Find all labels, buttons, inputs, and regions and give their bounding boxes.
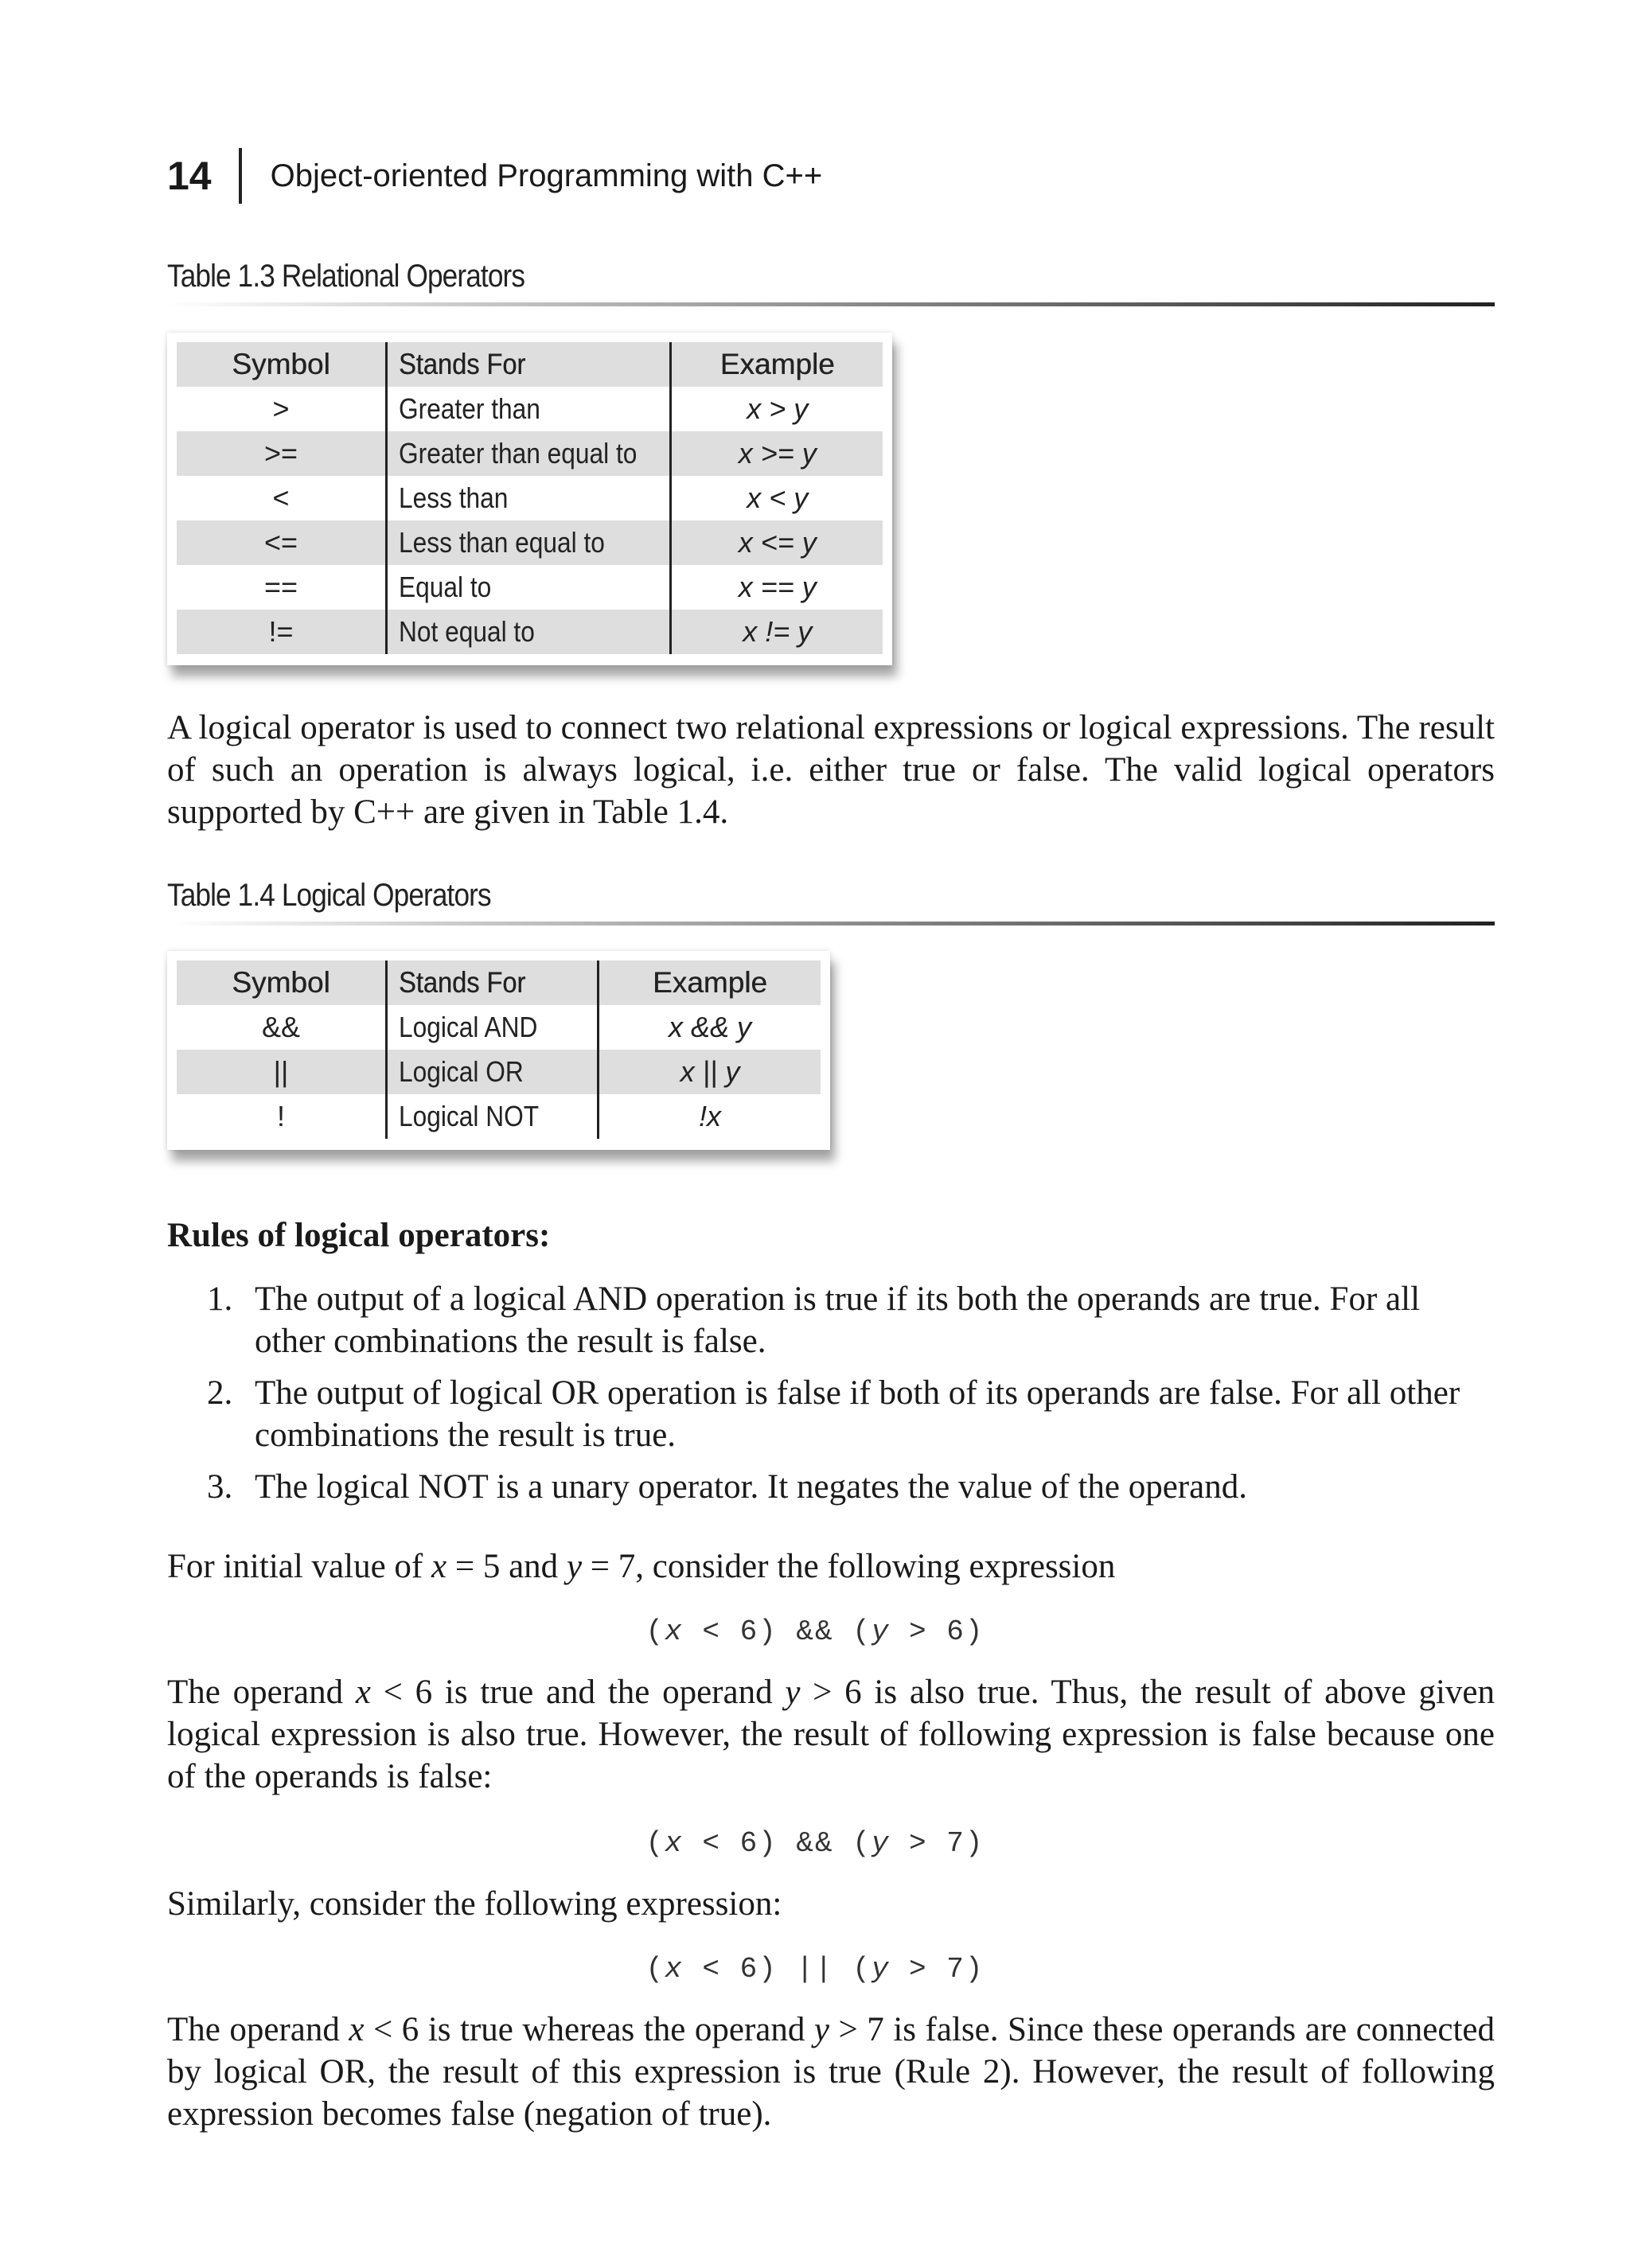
column-header-example: Example (599, 961, 821, 1005)
paragraph-and-explanation: The operand x < 6 is true and the operand y > 6 is also true. Thus, the result of above given logical expression is also true. However, the result of following expression is false because one of the operands is false: (167, 1674, 1495, 1795)
symbol-cell: || (177, 1050, 387, 1094)
table-row (177, 476, 883, 520)
stands-for-cell: Less than equal to (387, 520, 671, 565)
table-1-4-caption: Table 1.4 Logical Operators (167, 878, 491, 913)
header-divider (239, 148, 242, 204)
symbol-cell: == (263, 571, 298, 603)
table-row (177, 387, 883, 431)
table-1-4-caption-rule (167, 922, 1495, 926)
table-row (177, 610, 883, 654)
symbol-cell: && (261, 1011, 301, 1043)
paragraph-similarly: Similarly, consider the following expression: (167, 1885, 782, 1923)
stands-for-cell: Greater than equal to (387, 431, 671, 476)
table-row (177, 1094, 821, 1139)
column-header-symbol: Symbol (177, 342, 387, 387)
table-row (177, 1050, 821, 1094)
example-cell: x <= y (671, 520, 883, 565)
example-cell: x > y (671, 387, 883, 431)
example-cell: x < y (671, 476, 883, 520)
code-expression-3: (x < 6) || (y > 7) (645, 1953, 985, 1985)
example-cell: x == y (671, 565, 883, 610)
table-1-3-caption-rule (167, 302, 1495, 306)
relational-operators-table (177, 342, 883, 654)
list-item: 2. The output of logical OR operation is false if both of its operands are false. For all other combinations the result is true. (207, 1374, 1460, 1454)
symbol-cell: != (177, 610, 387, 654)
rules-list (207, 1278, 1496, 1518)
stands-for-cell: Greater than (387, 387, 671, 431)
list-item: 3. The logical NOT is a unary operator. It negates the value of the operand. (207, 1468, 1247, 1506)
column-header-stands-for: Stands For (387, 342, 671, 387)
stands-for-cell: Equal to (387, 565, 671, 610)
example-cell: !x (599, 1094, 821, 1139)
rules-heading: Rules of logical operators: (167, 1217, 551, 1254)
stands-for-cell: Logical NOT (387, 1094, 599, 1139)
column-header-stands-for: Stands For (387, 961, 599, 1005)
table-1-3 (167, 333, 892, 665)
example-cell: x >= y (671, 431, 883, 476)
stands-for-cell: Logical AND (387, 1005, 599, 1050)
column-header-example: Example (671, 342, 883, 387)
stands-for-cell: Not equal to (387, 610, 671, 654)
list-item: 1. The output of a logical AND operation is true if its both the operands are true. For all other combinations the result is false. (207, 1280, 1421, 1360)
table-row (177, 1005, 821, 1050)
table-1-3-caption: Table 1.3 Relational Operators (167, 259, 525, 294)
running-header (167, 148, 822, 204)
code-expression-2: (x < 6) && (y > 7) (645, 1827, 985, 1860)
stands-for-cell: Logical OR (387, 1050, 599, 1094)
column-header-symbol: Symbol (177, 961, 387, 1005)
logical-operators-table (177, 961, 821, 1139)
example-cell: x || y (599, 1050, 821, 1094)
symbol-cell: <= (177, 520, 387, 565)
symbol-cell: >= (177, 431, 387, 476)
symbol-cell: < (272, 481, 290, 514)
paragraph-initial-values: For initial value of x = 5 and y = 7, consider the following expression (167, 1548, 1116, 1585)
symbol-cell: > (272, 392, 290, 425)
table-row (177, 431, 883, 476)
book-title: Object-oriented Programming with C++ (270, 158, 823, 193)
paragraph-logical-operator-intro: A logical operator is used to connect two relational expressions or logical expressions. The result of such an operation is always logical, i.e. either true or false. The valid logical operators supported by C++ are given in Table 1.4. (167, 709, 1495, 831)
table-header-row (177, 961, 821, 1005)
symbol-cell: ! (276, 1100, 285, 1132)
page-number: 14 (167, 154, 212, 198)
code-expression-1: (x < 6) && (y > 6) (645, 1615, 985, 1648)
table-1-4 (167, 951, 830, 1150)
paragraph-or-explanation: The operand x < 6 is true whereas the operand y > 7 is false. Since these operands are connected by logical OR, the result of this expression is true (Rule 2). However, the result of following expression becomes false (negation of true). (167, 2011, 1495, 2133)
table-row (177, 565, 883, 610)
stands-for-cell: Less than (387, 476, 671, 520)
table-row (177, 520, 883, 565)
table-header-row (177, 342, 883, 387)
example-cell: x && y (599, 1005, 821, 1050)
example-cell: x != y (671, 610, 883, 654)
